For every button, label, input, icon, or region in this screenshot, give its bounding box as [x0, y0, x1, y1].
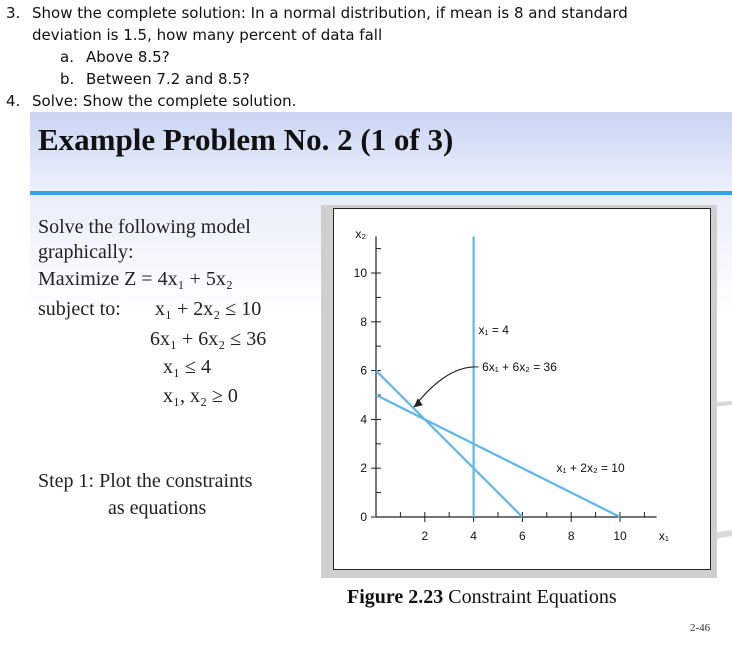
question-number: 3. — [6, 4, 21, 22]
question-text-line: Show the complete solution: In a normal distribution, if mean is 8 and standard — [32, 4, 628, 22]
subitem-label: a. — [60, 48, 74, 66]
intro-line: graphically: — [38, 241, 134, 263]
objective-function: Maximize Z = 4x₁ + 5x₂ — [38, 268, 233, 290]
y-tick-label: 4 — [360, 412, 367, 427]
constraint: x₁ + 2x₂ ≤ 10 — [155, 298, 262, 320]
x-tick-label: 4 — [470, 529, 477, 543]
intro-line: Solve the following model — [38, 216, 251, 238]
step-line: as equations — [108, 497, 207, 519]
step-line: Step 1: Plot the constraints — [38, 470, 253, 492]
x-axis-label: x₁ — [658, 529, 669, 543]
x-tick-label: 2 — [421, 529, 429, 543]
annotation-label: x₁ = 4 — [478, 323, 509, 337]
constraint: x₁ ≤ 4 — [163, 356, 211, 378]
y-tick-label: 6 — [360, 363, 367, 378]
x-tick-label: 8 — [567, 529, 575, 543]
slide-title: Example Problem No. 2 (1 of 3) — [38, 122, 454, 157]
y-tick-label: 8 — [360, 314, 367, 329]
constraint-chart — [333, 208, 711, 570]
x-tick-label: 6 — [519, 529, 526, 543]
question-text-line: deviation is 1.5, how many percent of data fall — [32, 26, 383, 44]
figure-caption — [347, 586, 617, 609]
slide-header — [30, 112, 732, 192]
annotation-label: 6x₁ + 6x₂ = 36 — [482, 359, 557, 374]
constraint: x₁, x₂ ≥ 0 — [163, 385, 238, 407]
y-axis-label: x₂ — [355, 226, 366, 241]
y-tick-label: 0 — [360, 510, 367, 524]
y-tick-label: 10 — [353, 266, 367, 280]
question-number: 4. — [6, 92, 21, 110]
constraint: 6x₁ + 6x₂ ≤ 36 — [150, 328, 267, 350]
figure-label: Figure 2.23 — [347, 586, 444, 608]
page-number: 2-46 — [690, 622, 711, 634]
figure-caption-text: Constraint Equations — [448, 586, 617, 608]
y-tick-label: 2 — [360, 461, 367, 476]
subitem-text: Above 8.5? — [86, 48, 170, 66]
subitem-text: Between 7.2 and 8.5? — [86, 70, 250, 88]
subject-to-label: subject to: — [38, 298, 121, 320]
annotation-label: x₁ + 2x₂ = 10 — [556, 461, 625, 476]
x-tick-label: 10 — [613, 529, 627, 543]
subitem-label: b. — [60, 70, 75, 88]
question-text-line: Solve: Show the complete solution. — [32, 92, 297, 110]
